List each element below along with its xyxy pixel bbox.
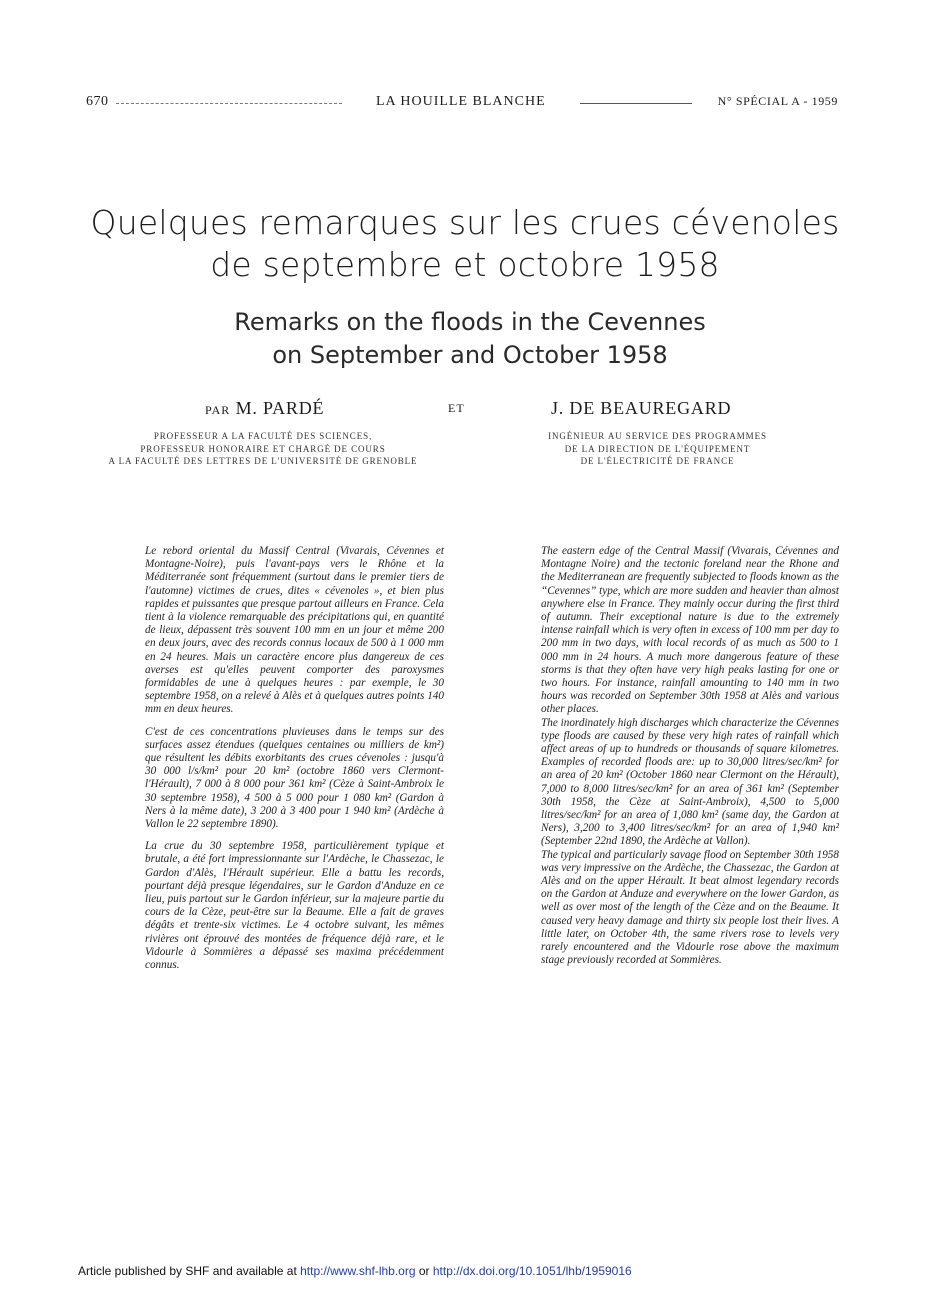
affiliation-line: PROFESSEUR HONORAIRE ET CHARGÉ DE COURS: [140, 443, 386, 454]
par-label: PAR: [205, 403, 231, 417]
et-label: ET: [448, 401, 465, 415]
paragraph: The eastern edge of the Central Massif (Vivarais, Cévennes and Montagne Noire) and the tectonic foreland near the Rhone and the Mediterranean are frequently subjected to floods known as the “Cevennes” type, which are more sudden and heavier than almost anywhere else in France. They mainly occur during the first third of autumn. Their exceptional nature is due to the extremely intense rainfall which is very often in excess of 100 mm per day to 200 mm in two days, with local records of as much as 500 to 1 000 mm in 24 hours. A much more dangerous feature of these storms is that they often have very high peaks lasting for one or two hours. For instance, rainfall amounting to 140 mm in two hours was recorded on September 30th 1958 at Alès and various other places.: [541, 545, 839, 716]
publication-footer: [78, 1264, 632, 1278]
author-1-name: M. PARDÉ: [235, 398, 325, 418]
shf-link[interactable]: http://www.shf-lhb.org: [300, 1264, 416, 1278]
french-title-line: de septembre et octobre 1958: [210, 245, 720, 284]
header-rule-right: [580, 103, 692, 104]
author-line: [0, 398, 930, 422]
french-title-line: Quelques remarques sur les crues cévenoles: [90, 203, 840, 242]
affiliation-2: [520, 430, 795, 468]
doi-link[interactable]: http://dx.doi.org/10.1051/lhb/1959016: [432, 1264, 632, 1278]
english-title-line: on September and October 1958: [272, 341, 668, 369]
footer-middle: or: [415, 1264, 433, 1278]
paragraph: The inordinately high discharges which characterize the Cévennes type floods are caused by these very high rates of rainfall which affect areas of up to hundreds or thousands of square kilometres. Examples of recorded floods are: up to 30,000 litres/sec/km² for an area of 20 km² (October 1860 near Clermont on the Hérault), 7,000 to 8,000 litres/sec/km² for an area of 361 km² (September 30th 1958, the Cèze at Saint-Ambroix), 4,500 to 5,000 litres/sec/km² for an area of 1,080 km² (same day, the Gardon at Ners), 3,200 to 3,400 litres/sec/km² for an area of 1,940 km² (September 22nd 1890, the Ardèche at Vallon).: [541, 716, 839, 848]
english-abstract: [541, 545, 839, 968]
affiliation-line: DE L'ÉLECTRICITÉ DE FRANCE: [580, 456, 735, 466]
author-pardé: [205, 398, 324, 419]
issue-label: N° SPÉCIAL A - 1959: [717, 94, 838, 108]
page-number: 670: [86, 94, 109, 109]
affiliation-line: A LA FACULTÉ DES LETTRES DE L'UNIVERSITÉ DE GRENOBLE: [108, 456, 418, 466]
french-abstract: [145, 545, 444, 981]
author-2-name: J. DE BEAUREGARD: [551, 398, 732, 418]
english-title: [140, 306, 800, 372]
affiliation-1: [88, 430, 438, 468]
header-rule-left: [116, 103, 342, 104]
french-title: [60, 202, 870, 286]
journal-name: LA HOUILLE BLANCHE: [376, 94, 546, 109]
english-title-line: Remarks on the floods in the Cevennes: [234, 308, 706, 336]
affiliation-line: DE LA DIRECTION DE L'ÉQUIPEMENT: [564, 443, 751, 454]
paragraph: The typical and particularly savage flood on September 30th 1958 was very impressive on the Ardèche, the Chassezac, the Gardon at Alès and on the upper Hérault. It beat almost legendary records on the Gardon at Anduze and everywhere on the lower Gardon, as well as over most of the length of the Cèze and on the Beaume. It caused very heavy damage and thirty six people lost their lives. A little later, on October 4th, the same rivers rose to levels very rarely encountered and the Vidourle rose above the maximum stage previously recorded at Sommières.: [541, 848, 839, 967]
paragraph: C'est de ces concentrations pluvieuses dans le temps sur des surfaces assez étendues (quelques centaines ou milliers de km²) que résultent les débits exorbitants des crues cévenoles : jusqu'à 30 000 l/s/km² pour 20 km² (octobre 1860 vers Clermont-l'Hérault), 7 000 à 8 000 pour 361 km² (Cèze à Saint-Ambroix le 30 septembre 1958), 4 500 à 5 000 pour 1 080 km² (Gardon à Ners à la même date), 3 200 à 3 400 pour 1 940 km² (Ardèche à Vallon le 22 septembre 1890).: [145, 725, 444, 831]
paragraph: Le rebord oriental du Massif Central (Vivarais, Cévennes et Montagne-Noire), puis l'avant-pays vers le Rhône et la Méditerranée sont fréquemment (surtout dans le premier tiers de l'automne) victimes de crues, dites « cévenoles », et bien plus rapides et puissantes que presque partout ailleurs en France. Cela tient à la violence remarquable des précipitations qui, en quantité de lieux, dépassent très souvent 100 mm en un jour et même 200 en deux jours, avec des records connus locaux de 500 à 1 000 mm en 24 heures. Mais un caractère encore plus dangereux de ces averses est qu'elles peuvent comporter des paroxysmes formidables de une à quelques heures : par exemple, le 30 septembre 1958, on a relevé à Alès et à quelques autres points 140 mm en deux heures.: [145, 545, 444, 716]
affiliation-line: PROFESSEUR A LA FACULTÉ DES SCIENCES,: [153, 431, 373, 441]
paragraph: La crue du 30 septembre 1958, particulièrement typique et brutale, a été fort impressionnante sur l'Ardèche, le Chassezac, le Gardon d'Alès, l'Hérault supérieur. Elle a battu les records, pourtant déjà presque légendaires, sur le Gardon d'Anduze en ce lieu, puis partout sur le Gardon inférieur, sur la majeure partie du cours de la Cèze, peut-être sur la Beaume. Elle a fait de graves dégâts et trente-six victimes. Le 4 octobre suivant, les mêmes rivières ont éprouvé des montées de fréquence déjà rare, et le Vidourle à Sommières a dépassé ses maxima précédemment connus.: [145, 840, 444, 972]
affiliation-line: INGÉNIEUR AU SERVICE DES PROGRAMMES: [548, 431, 767, 441]
footer-prefix: Article published by SHF and available at: [78, 1264, 301, 1278]
